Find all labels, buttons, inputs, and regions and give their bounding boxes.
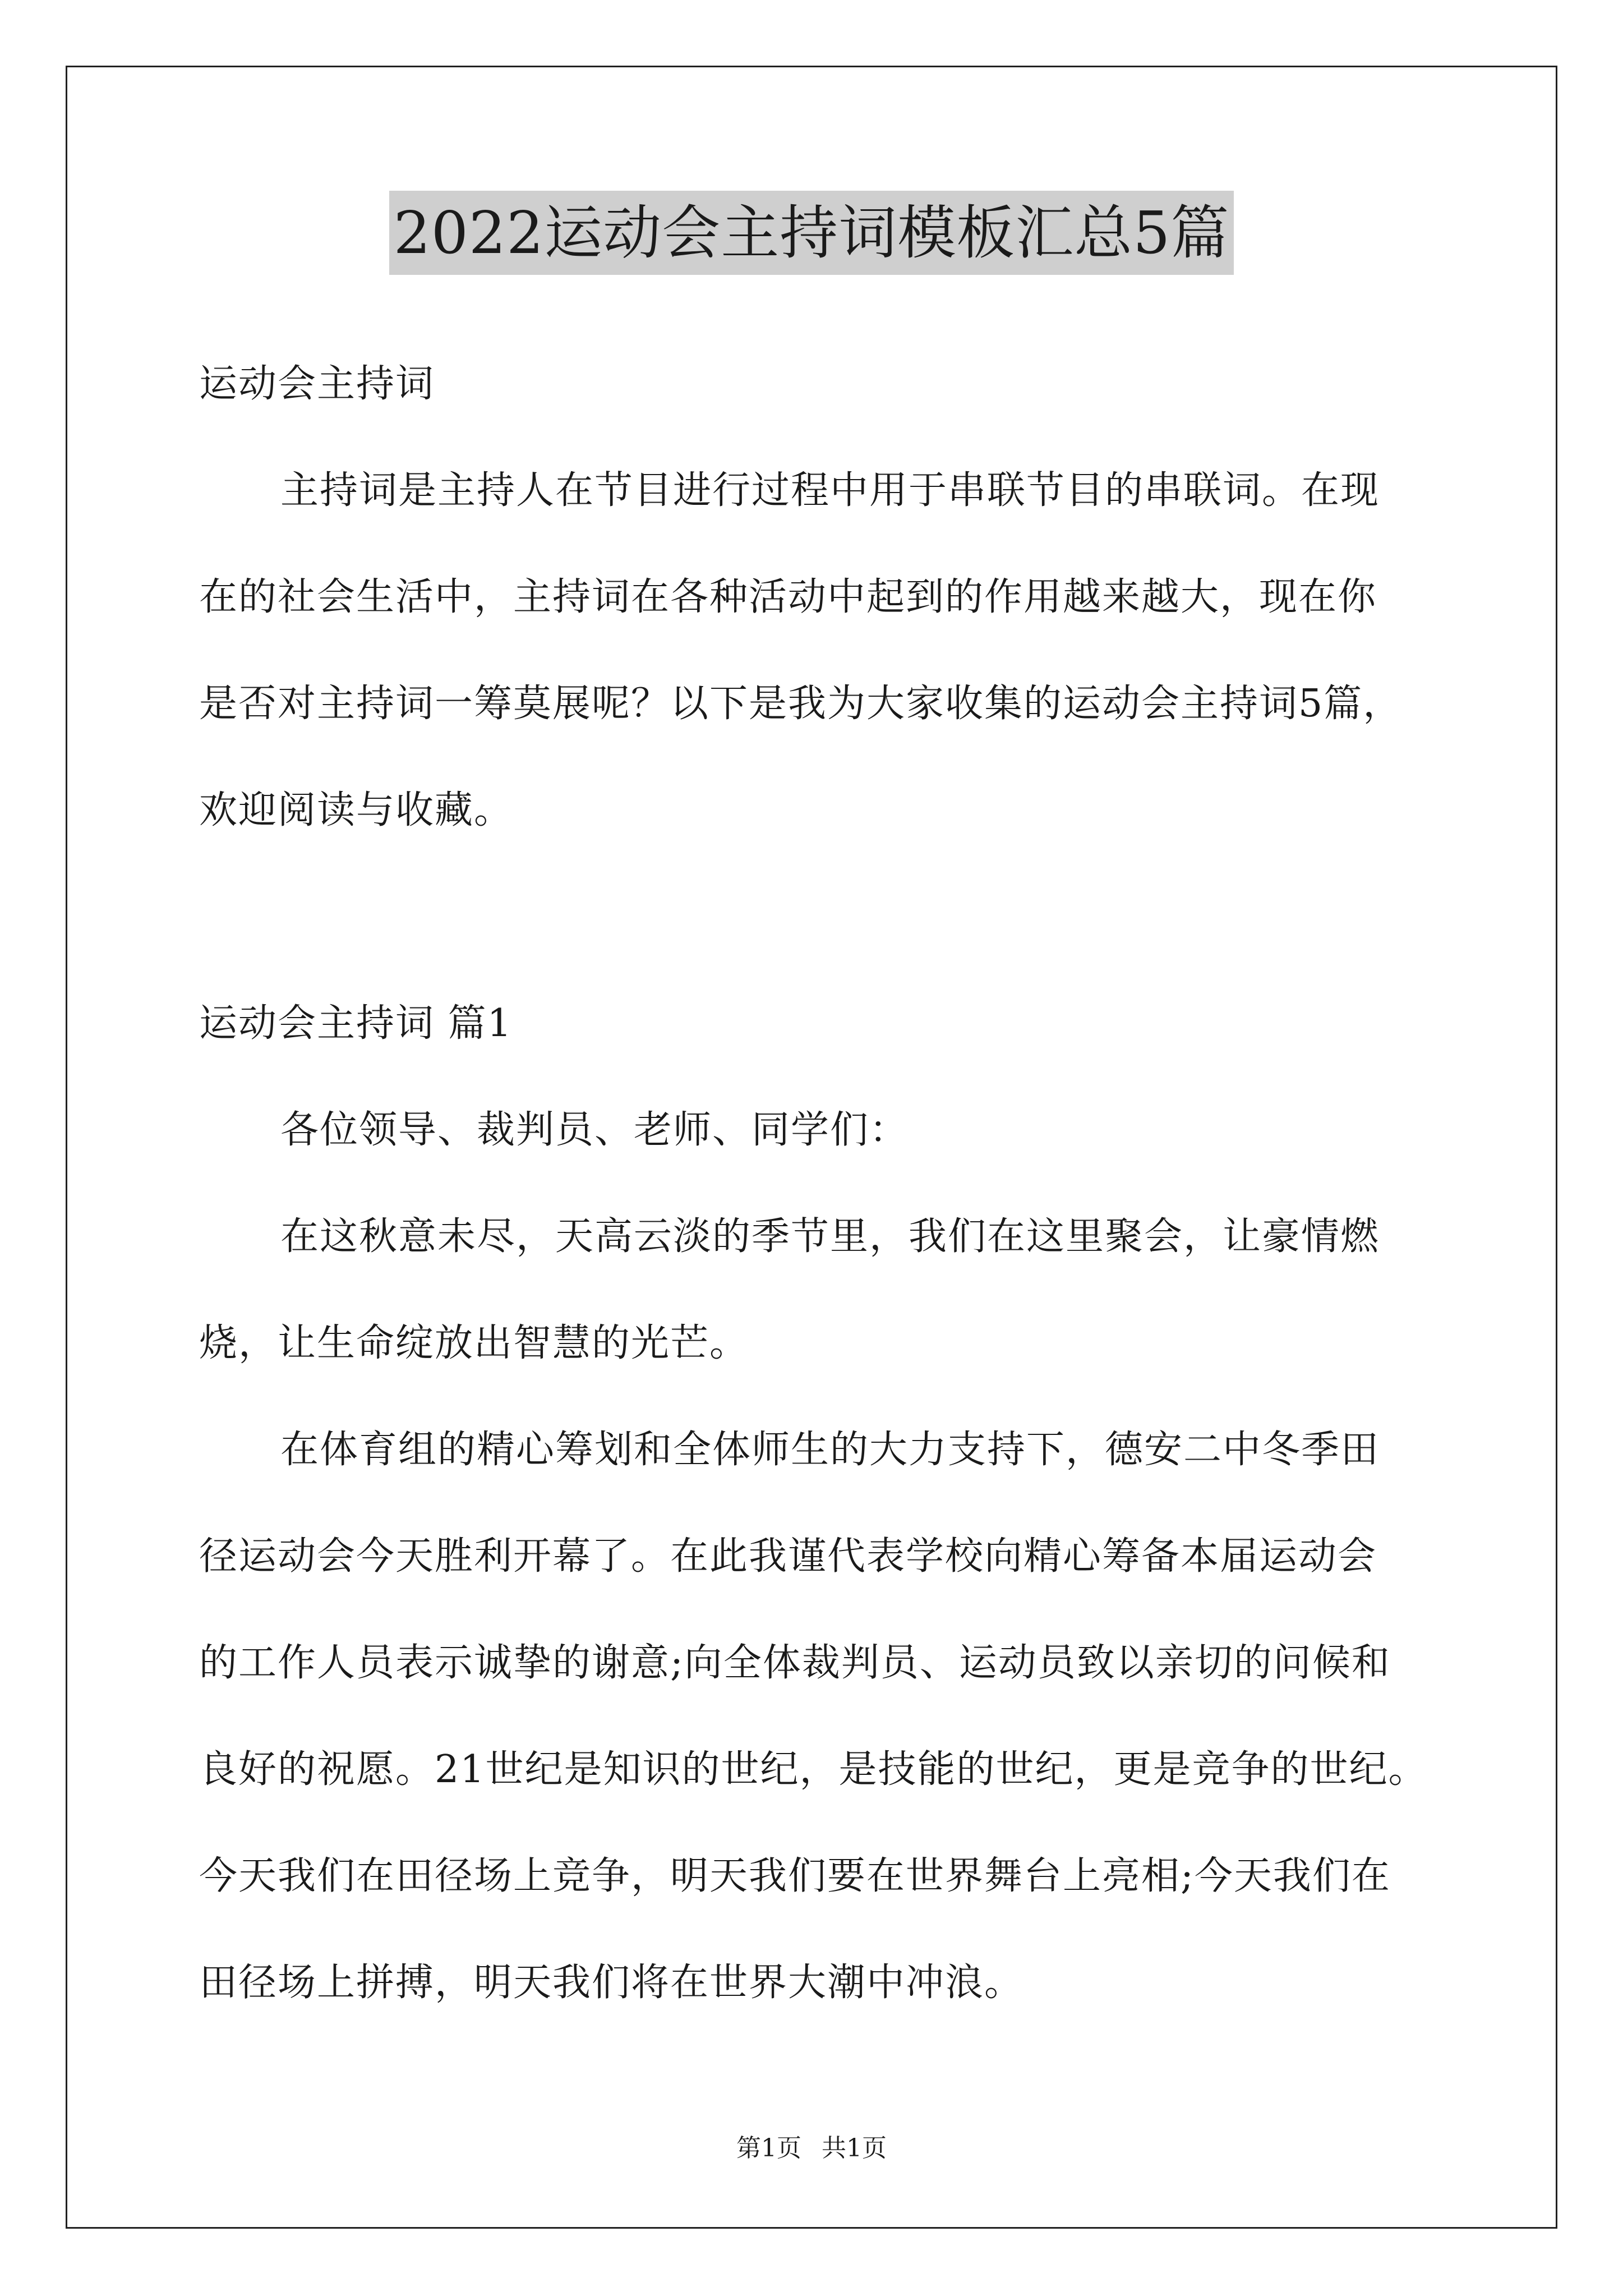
paragraph-line: 田径场上拼搏，明天我们将在世界大潮中冲浪。 bbox=[199, 1961, 1024, 2005]
paragraph-line: 在这秋意未尽，天高云淡的季节里，我们在这里聚会，让豪情燃 bbox=[280, 1214, 1380, 1259]
paragraph-line: 烧，让生命绽放出智慧的光芒。 bbox=[199, 1321, 749, 1365]
section-heading: 运动会主持词 bbox=[199, 362, 435, 406]
page-number: 第1页 bbox=[736, 2134, 801, 2162]
title-container bbox=[66, 191, 1557, 275]
paragraph-line: 的工作人员表示诚挚的谢意;向全体裁判员、运动员致以亲切的问候和 bbox=[199, 1641, 1391, 1685]
paragraph-line: 欢迎阅读与收藏。 bbox=[199, 788, 514, 832]
paragraph-line: 今天我们在田径场上竞争，明天我们要在世界舞台上亮相;今天我们在 bbox=[199, 1854, 1391, 1898]
paragraph-line: 主持词是主持人在节目进行过程中用于串联节目的串联词。在现 bbox=[280, 468, 1380, 513]
page-footer bbox=[66, 2132, 1557, 2165]
paragraph-line: 各位领导、裁判员、老师、同学们： bbox=[280, 1108, 909, 1152]
paragraph-line: 径运动会今天胜利开幕了。在此我谨代表学校向精心筹备本届运动会 bbox=[199, 1534, 1377, 1579]
paragraph-line: 在体育组的精心筹划和全体师生的大力支持下，德安二中冬季田 bbox=[280, 1428, 1380, 1472]
paragraph-line: 良好的祝愿。21世纪是知识的世纪，是技能的世纪，更是竞争的世纪。 bbox=[199, 1747, 1428, 1792]
paragraph-line: 是否对主持词一筹莫展呢？以下是我为大家收集的运动会主持词5篇， bbox=[199, 682, 1403, 726]
document-title: 2022运动会主持词模板汇总5篇 bbox=[389, 191, 1234, 275]
page-total: 共1页 bbox=[822, 2134, 887, 2162]
part-heading: 运动会主持词 篇1 bbox=[199, 1001, 513, 1046]
paragraph-line: 在的社会生活中，主持词在各种活动中起到的作用越来越大，现在你 bbox=[199, 575, 1377, 619]
